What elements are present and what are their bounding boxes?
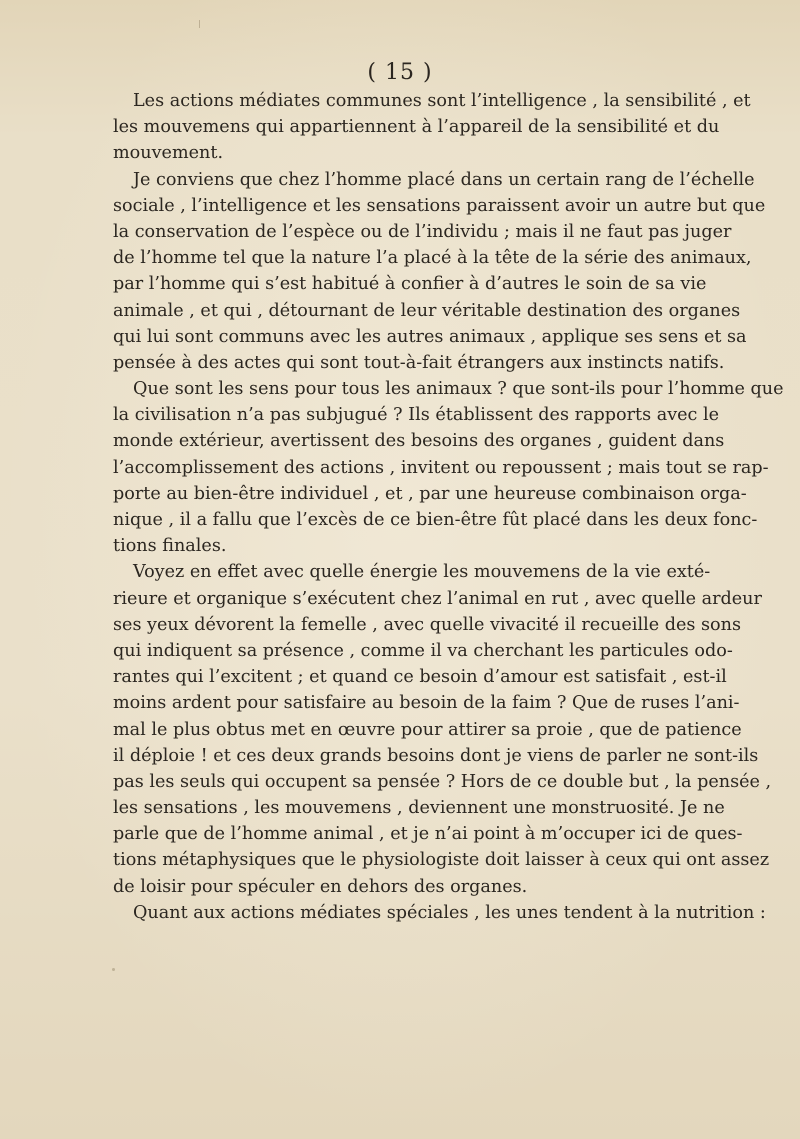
text-line: ses yeux dévorent la femelle , avec quelle vivacité il recueille des sons	[113, 614, 741, 635]
page-number: ( 15 )	[367, 60, 433, 85]
text-line: Quant aux actions médiates spéciales , les unes tendent à la nutrition :	[133, 902, 766, 923]
text-line: de loisir pour spéculer en dehors des organes.	[113, 876, 528, 897]
text-line: mouvement.	[113, 143, 224, 164]
text-line: la conservation de l’espèce ou de l’individu ; mais il ne faut pas juger	[113, 221, 732, 242]
text-line: qui indiquent sa présence , comme il va cherchant les particules odo-	[113, 640, 733, 661]
text-line: porte au bien-être individuel , et , par une heureuse combinaison orga-	[113, 483, 747, 504]
text-line: qui lui sont communs avec les autres animaux , applique ses sens et sa	[113, 326, 747, 347]
text-line: tions métaphysiques que le physiologiste doit laisser à ceux qui ont assez	[113, 850, 770, 871]
text-line: rieure et organique s’exécutent chez l’animal en rut , avec quelle ardeur	[113, 588, 762, 609]
text-line: nique , il a fallu que l’excès de ce bien-être fût placé dans les deux fonc-	[113, 510, 758, 530]
text-line: de l’homme tel que la nature l’a placé à la tête de la série des animaux,	[113, 248, 752, 269]
text-line: les mouvemens qui appartiennent à l’appareil de la sensibilité et du	[113, 117, 720, 138]
text-line: Les actions médiates communes sont l’intelligence , la sensibilité , et	[133, 91, 751, 111]
text-line: parle que de l’homme animal , et je n’ai point à m’occuper ici de ques-	[113, 824, 743, 845]
text-line: mal le plus obtus met en œuvre pour attirer sa proie , que de patience	[113, 719, 742, 740]
text-line: Voyez en effet avec quelle énergie les mouvemens de la vie exté-	[133, 562, 711, 583]
text-line: moins ardent pour satisfaire au besoin de la faim ? Que de ruses l’ani-	[113, 693, 740, 714]
text-line: pas les seuls qui occupent sa pensée ? Hors de ce double but , la pensée ,	[113, 771, 772, 792]
paragraph-1	[113, 88, 751, 167]
text-line: les sensations , les mouvemens , deviennent une monstruosité. Je ne	[113, 798, 725, 819]
text-line: par l’homme qui s’est habitué à confier à d’autres le soin de sa vie	[113, 274, 707, 295]
text-line: animale , et qui , détournant de leur véritable destination des organes	[113, 300, 741, 321]
text-line: la civilisation n’a pas subjugué ? Ils établissent des rapports avec le	[113, 405, 720, 426]
text-line: monde extérieur, avertissent des besoins des organes , guident dans	[113, 431, 725, 452]
paragraph-5	[113, 900, 766, 926]
paper-speck	[112, 968, 115, 971]
paper-speck	[199, 20, 200, 28]
text-line: l’accomplissement des actions , invitent ou repoussent ; mais tout se rap-	[113, 457, 769, 478]
text-line: Que sont les sens pour tous les animaux ? que sont-ils pour l’homme que	[133, 379, 784, 400]
text-line: Je conviens que chez l’homme placé dans un certain rang de l’échelle	[133, 169, 755, 190]
text-line: pensée à des actes qui sont tout-à-fait étrangers aux instincts natifs.	[113, 352, 725, 373]
text-line: sociale , l’intelligence et les sensations paraissent avoir un autre but que	[113, 195, 766, 216]
text-line: il déploie ! et ces deux grands besoins dont je viens de parler ne sont-ils	[113, 745, 759, 766]
paragraph-2	[113, 167, 766, 377]
text-line: rantes qui l’excitent ; et quand ce besoin d’amour est satisfait , est-il	[113, 667, 727, 688]
text-line: tions finales.	[113, 536, 227, 557]
body-text	[113, 88, 784, 926]
paragraph-4	[113, 559, 772, 899]
paragraph-3	[113, 376, 784, 559]
